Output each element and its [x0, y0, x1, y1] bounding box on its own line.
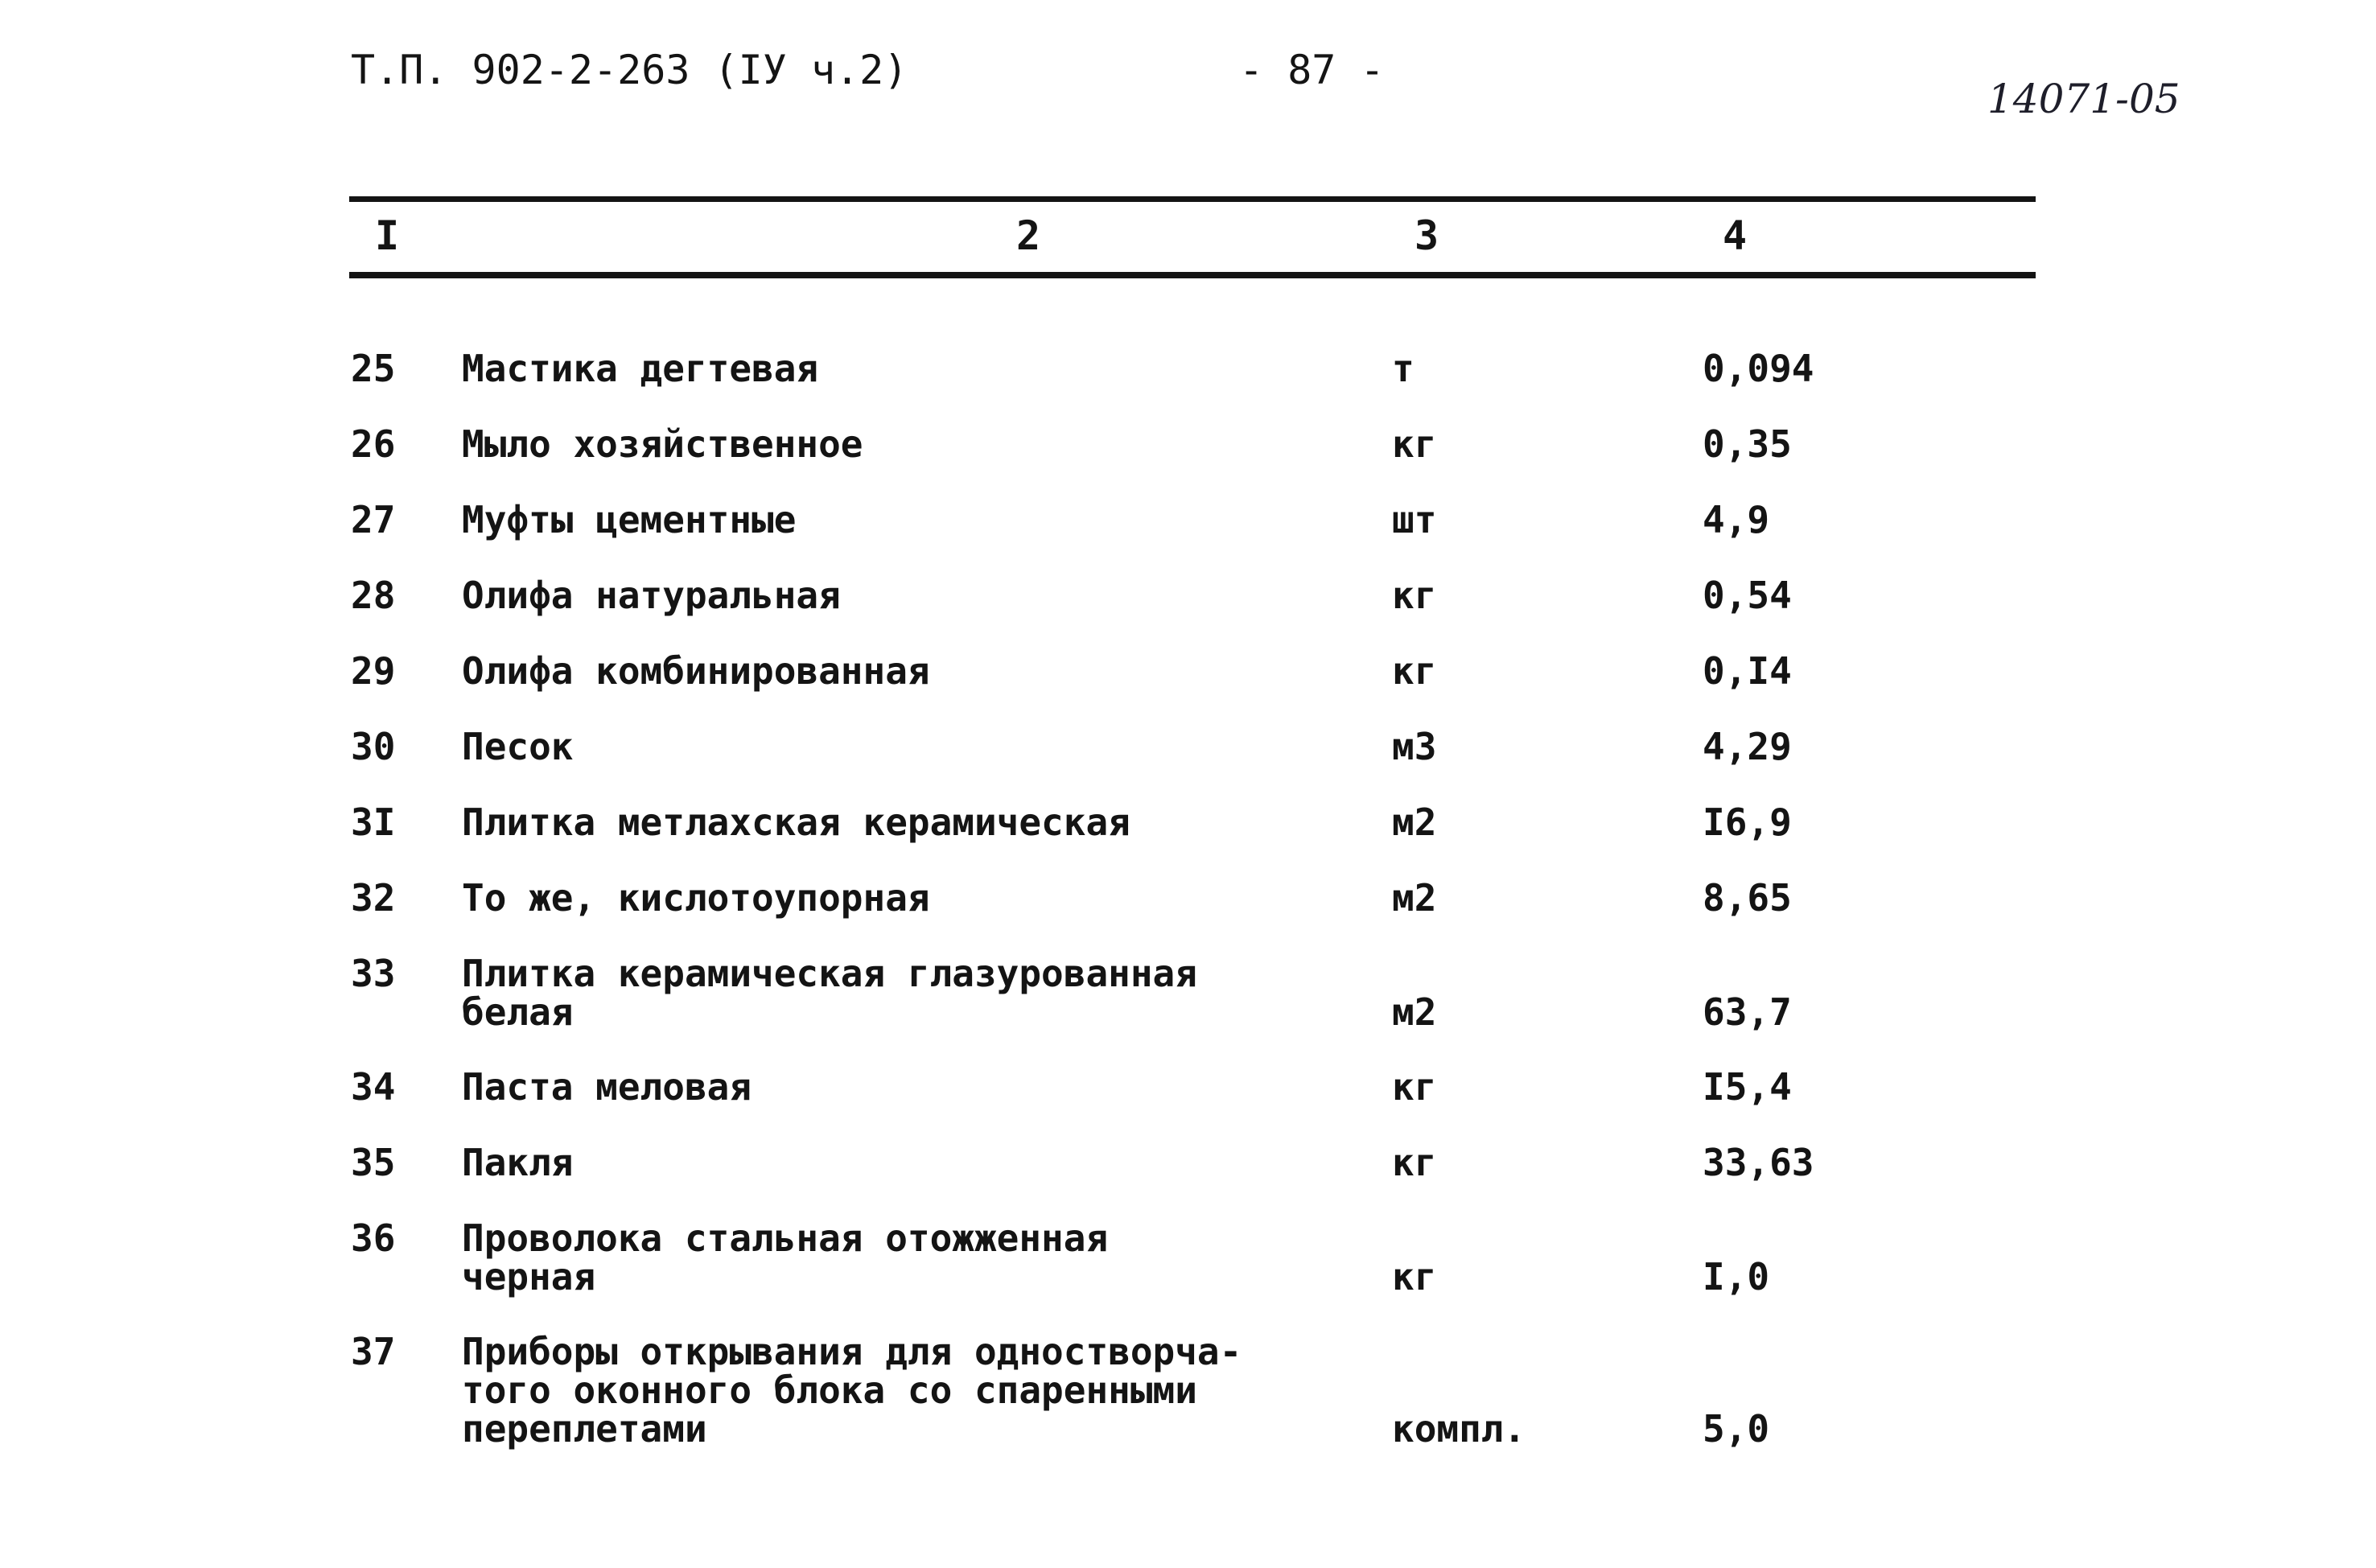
row-number: 3I: [351, 800, 396, 844]
quantity: 4,9: [1703, 498, 1770, 541]
unit: кг: [1392, 649, 1437, 693]
page-number: - 87 -: [1239, 47, 1385, 93]
quantity: 0,54: [1703, 574, 1792, 617]
unit: кг: [1392, 1065, 1437, 1109]
quantity: 4,29: [1703, 725, 1792, 768]
row-number: 34: [351, 1065, 396, 1109]
row-number: 33: [351, 952, 396, 995]
material-name: Проволока стальная отожженная черная: [462, 1216, 1109, 1298]
quantity: I6,9: [1703, 800, 1792, 844]
unit: кг: [1392, 574, 1437, 617]
quantity: 0,I4: [1703, 649, 1792, 693]
column-header-quantity: 4: [1723, 212, 1748, 259]
quantity: 33,63: [1703, 1141, 1814, 1184]
material-name: То же, кислотоупорная: [462, 876, 930, 920]
row-number: 28: [351, 574, 396, 617]
row-number: 35: [351, 1141, 396, 1184]
unit: кг: [1392, 422, 1437, 466]
material-name: Плитка керамическая глазурованная белая: [462, 952, 1197, 1034]
material-name: Плитка метлахская керамическая: [462, 800, 1130, 844]
quantity: 5,0: [1703, 1407, 1770, 1451]
row-number: 37: [351, 1330, 396, 1373]
table-top-rule: [349, 196, 2036, 202]
quantity: 8,65: [1703, 876, 1792, 920]
row-number: 30: [351, 725, 396, 768]
row-number: 36: [351, 1216, 396, 1260]
unit: кг: [1392, 1141, 1437, 1184]
row-number: 32: [351, 876, 396, 920]
column-header-unit: 3: [1414, 212, 1439, 259]
unit: м2: [1392, 800, 1437, 844]
material-name: Паста меловая: [462, 1065, 752, 1109]
row-number: 25: [351, 347, 396, 390]
unit: шт: [1392, 498, 1437, 541]
column-header-name: 2: [1016, 212, 1041, 259]
material-name: Песок: [462, 725, 574, 768]
row-number: 26: [351, 422, 396, 466]
quantity: I5,4: [1703, 1065, 1792, 1109]
column-header-number: I: [375, 212, 400, 259]
material-name: Олифа комбинированная: [462, 649, 930, 693]
unit: м2: [1392, 990, 1437, 1034]
handwritten-sheet-code: 14071-05: [1987, 76, 2180, 122]
quantity: 0,094: [1703, 347, 1814, 390]
unit: м3: [1392, 725, 1437, 768]
table-header-rule: [349, 272, 2036, 278]
unit: кг: [1392, 1255, 1437, 1298]
document-reference: Т.П. 902-2-263 (IУ ч.2): [351, 47, 908, 93]
material-name: Мастика дегтевая: [462, 347, 819, 390]
unit: компл.: [1392, 1407, 1526, 1451]
quantity: 0,35: [1703, 422, 1792, 466]
row-number: 29: [351, 649, 396, 693]
material-name: Муфты цементные: [462, 498, 797, 541]
material-name: Мыло хозяйственное: [462, 422, 863, 466]
material-name: Приборы открывания для одностворча- того оконного блока со спаренными переплетами: [462, 1330, 1242, 1451]
row-number: 27: [351, 498, 396, 541]
quantity: I,0: [1703, 1255, 1770, 1298]
unit: т: [1392, 347, 1414, 390]
material-name: Пакля: [462, 1141, 574, 1184]
quantity: 63,7: [1703, 990, 1792, 1034]
material-name: Олифа натуральная: [462, 574, 841, 617]
unit: м2: [1392, 876, 1437, 920]
